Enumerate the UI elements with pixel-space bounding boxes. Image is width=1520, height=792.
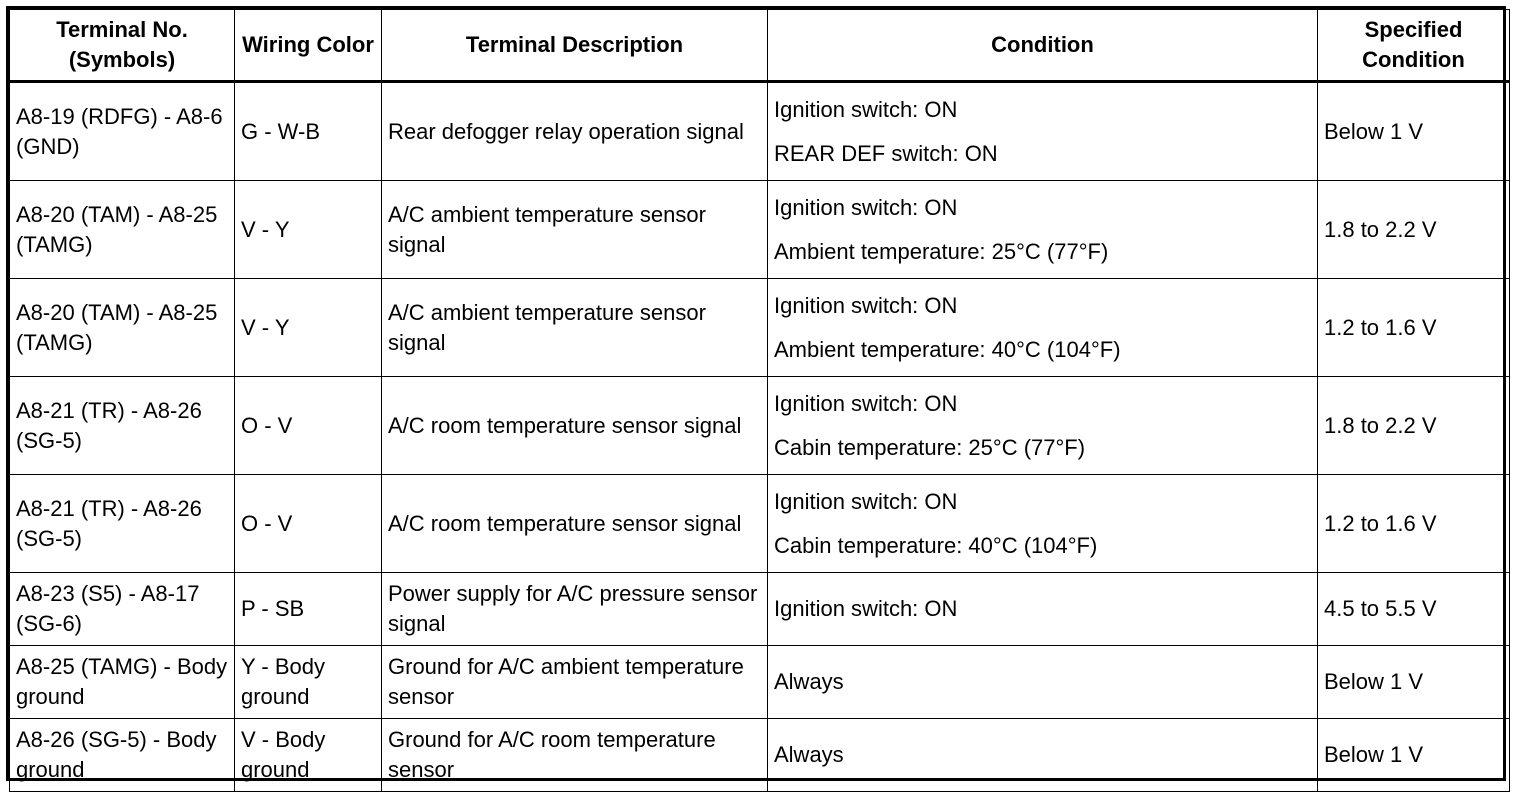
table-row (10, 719, 1510, 792)
specified-cell: 4.5 to 5.5 V (1318, 573, 1510, 646)
header-specified-condition: Specified Condition (1318, 10, 1510, 82)
table-row (10, 82, 1510, 181)
condition-line: Ignition switch: ON (774, 292, 958, 318)
specified-cell: Below 1 V (1318, 646, 1510, 719)
condition-line: Cabin temperature: 40°C (104°F) (774, 532, 1098, 558)
description-cell: Ground for A/C ambient temperature sensor (382, 646, 768, 719)
terminal-cell: A8-21 (TR) - A8-26 (SG-5) (10, 475, 235, 573)
terminal-cell: A8-23 (S5) - A8-17 (SG-6) (10, 573, 235, 646)
wiring-cell: P - SB (235, 573, 382, 646)
condition-cell (768, 377, 1318, 475)
condition-line: Ignition switch: ON (774, 596, 958, 621)
condition-line: Always (774, 742, 844, 767)
terminal-cell: A8-21 (TR) - A8-26 (SG-5) (10, 377, 235, 475)
terminal-inspection-table (9, 9, 1510, 792)
specified-cell: 1.2 to 1.6 V (1318, 279, 1510, 377)
condition-cell (768, 719, 1318, 792)
condition-line: Ignition switch: ON (774, 194, 958, 220)
wiring-cell: V - Body ground (235, 719, 382, 792)
table-row (10, 646, 1510, 719)
terminal-cell: A8-26 (SG-5) - Body ground (10, 719, 235, 792)
description-cell: A/C room temperature sensor signal (382, 475, 768, 573)
terminal-cell: A8-20 (TAM) - A8-25 (TAMG) (10, 181, 235, 279)
condition-cell (768, 646, 1318, 719)
specified-cell: 1.2 to 1.6 V (1318, 475, 1510, 573)
condition-cell (768, 82, 1318, 181)
table-row (10, 181, 1510, 279)
description-cell: A/C ambient temperature sensor signal (382, 181, 768, 279)
condition-cell (768, 475, 1318, 573)
condition-cell (768, 181, 1318, 279)
description-cell: Power supply for A/C pressure sensor signal (382, 573, 768, 646)
condition-cell (768, 279, 1318, 377)
wiring-cell: O - V (235, 377, 382, 475)
table-row (10, 573, 1510, 646)
condition-line: Ignition switch: ON (774, 390, 958, 416)
condition-line: Ignition switch: ON (774, 488, 958, 514)
description-cell: A/C room temperature sensor signal (382, 377, 768, 475)
header-wiring-color: Wiring Color (235, 10, 382, 82)
terminal-cell: A8-20 (TAM) - A8-25 (TAMG) (10, 279, 235, 377)
header-condition: Condition (768, 10, 1318, 82)
table-header-row (10, 10, 1510, 82)
wiring-cell: G - W-B (235, 82, 382, 181)
description-cell: Ground for A/C room temperature sensor (382, 719, 768, 792)
wiring-cell: Y - Body ground (235, 646, 382, 719)
condition-cell (768, 573, 1318, 646)
condition-line: Always (774, 669, 844, 694)
header-terminal-description: Terminal Description (382, 10, 768, 82)
condition-line: Ambient temperature: 40°C (104°F) (774, 336, 1121, 362)
condition-line: Ignition switch: ON (774, 96, 958, 122)
condition-line: Cabin temperature: 25°C (77°F) (774, 434, 1086, 460)
terminal-table-container (6, 6, 1506, 781)
terminal-cell: A8-19 (RDFG) - A8-6 (GND) (10, 82, 235, 181)
wiring-cell: V - Y (235, 181, 382, 279)
description-cell: A/C ambient temperature sensor signal (382, 279, 768, 377)
condition-line: REAR DEF switch: ON (774, 140, 998, 166)
wiring-cell: O - V (235, 475, 382, 573)
specified-cell: 1.8 to 2.2 V (1318, 181, 1510, 279)
table-row (10, 377, 1510, 475)
table-row (10, 279, 1510, 377)
terminal-cell: A8-25 (TAMG) - Body ground (10, 646, 235, 719)
wiring-cell: V - Y (235, 279, 382, 377)
description-cell: Rear defogger relay operation signal (382, 82, 768, 181)
specified-cell: 1.8 to 2.2 V (1318, 377, 1510, 475)
condition-line: Ambient temperature: 25°C (77°F) (774, 238, 1109, 264)
header-terminal-no: Terminal No. (Symbols) (10, 10, 235, 82)
specified-cell: Below 1 V (1318, 719, 1510, 792)
specified-cell: Below 1 V (1318, 82, 1510, 181)
table-row (10, 475, 1510, 573)
